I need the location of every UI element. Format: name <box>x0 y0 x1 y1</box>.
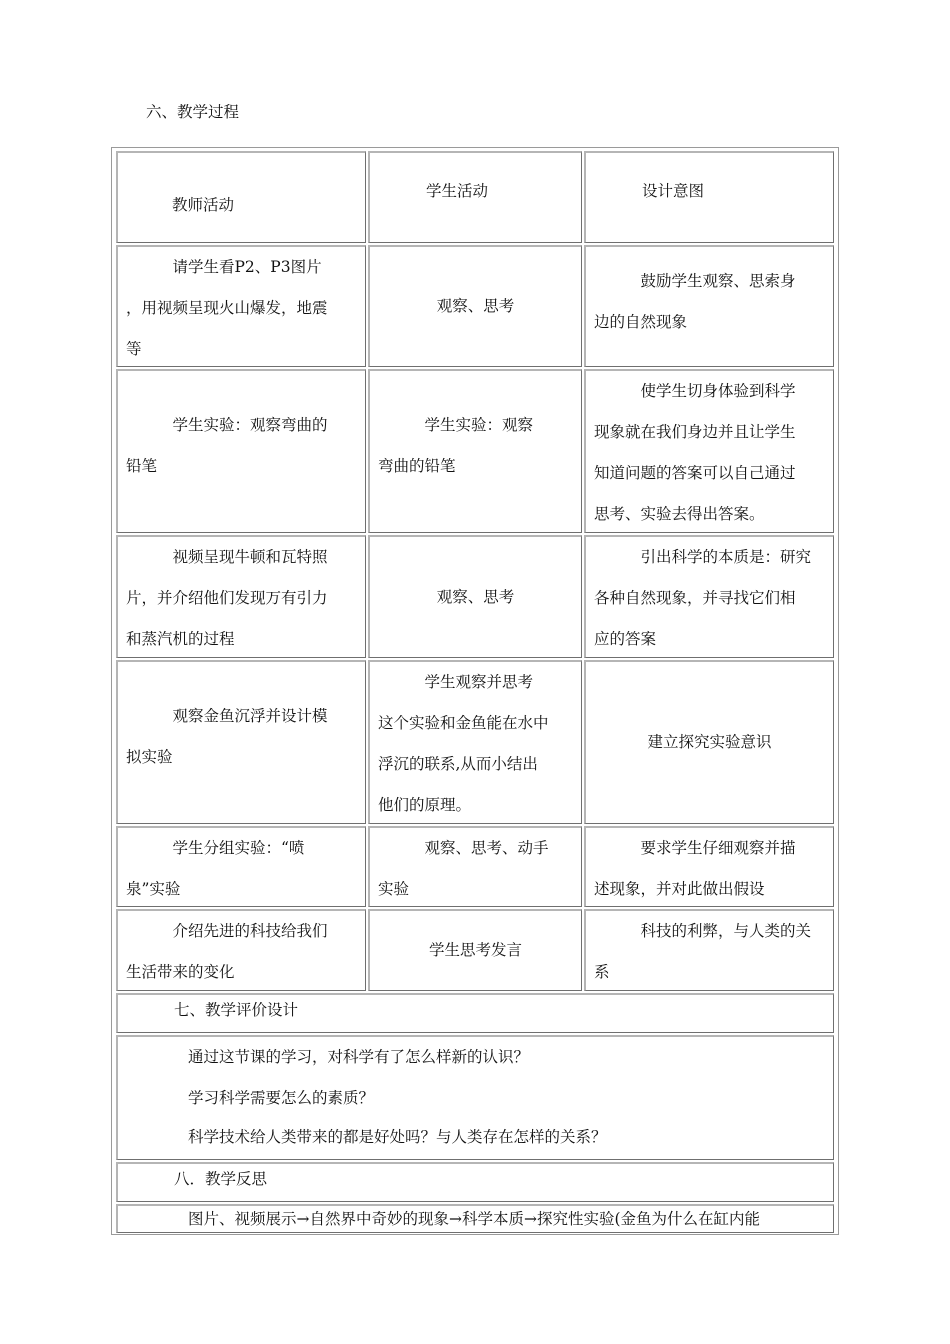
row2-teacher-cell: 学生实验：观察弯曲的 铅笔 <box>116 369 366 533</box>
row1-teacher-cell: 请学生看P2、P3图片 ，用视频呈现火山爆发，地震 等 <box>116 245 366 367</box>
row1-student-cell: 观察、思考 <box>368 245 582 367</box>
row6-intent-cell: 科技的利弊，与人类的关 系 <box>584 909 834 991</box>
header-teacher-activity: 教师活动 <box>116 151 366 243</box>
row6-student-cell: 学生思考发言 <box>368 909 582 991</box>
row2-student-cell: 学生实验：观察 弯曲的铅笔 <box>368 369 582 533</box>
row6-teacher-cell: 介绍先进的科技给我们 生活带来的变化 <box>116 909 366 991</box>
row3-student-cell: 观察、思考 <box>368 535 582 658</box>
row3-intent-cell: 引出科学的本质是：研究 各种自然现象，并寻找它们相 应的答案 <box>584 535 834 658</box>
section-heading-teaching-process: 六、教学过程 <box>146 103 240 121</box>
section-heading-evaluation: 七、教学评价设计 <box>116 993 834 1033</box>
row5-intent-cell: 要求学生仔细观察并描 述现象，并对此做出假设 <box>584 826 834 907</box>
row5-student-cell: 观察、思考、动手 实验 <box>368 826 582 907</box>
row2-intent-cell: 使学生切身体验到科学 现象就在我们身边并且让学生 知道问题的答案可以自己通过 思考、实验去得出答案。 <box>584 369 834 533</box>
section-heading-reflection: 八．教学反思 <box>116 1162 834 1202</box>
row1-intent-cell: 鼓励学生观察、思索身 边的自然现象 <box>584 245 834 367</box>
row3-teacher-cell: 视频呈现牛顿和瓦特照 片，并介绍他们发现万有引力 和蒸汽机的过程 <box>116 535 366 658</box>
row4-intent-cell: 建立探究实验意识 <box>584 660 834 824</box>
evaluation-questions-cell: 通过这节课的学习，对科学有了怎么样新的认识？ 学习科学需要怎么的素质？ 科学技术给人类带来的都是好处吗？与人类存在怎样的关系？ <box>116 1035 834 1160</box>
row4-teacher-cell: 观察金鱼沉浮并设计模 拟实验 <box>116 660 366 824</box>
reflection-text-cell: 图片、视频展示→自然界中奇妙的现象→科学本质→探究性实验(金鱼为什么在缸内能 <box>116 1204 834 1233</box>
header-design-intent: 设计意图 <box>584 151 834 243</box>
header-student-activity: 学生活动 <box>368 151 582 243</box>
row5-teacher-cell: 学生分组实验：“喷 泉”实验 <box>116 826 366 907</box>
row4-student-cell: 学生观察并思考 这个实验和金鱼能在水中 浮沉的联系,从而小结出 他们的原理。 <box>368 660 582 824</box>
